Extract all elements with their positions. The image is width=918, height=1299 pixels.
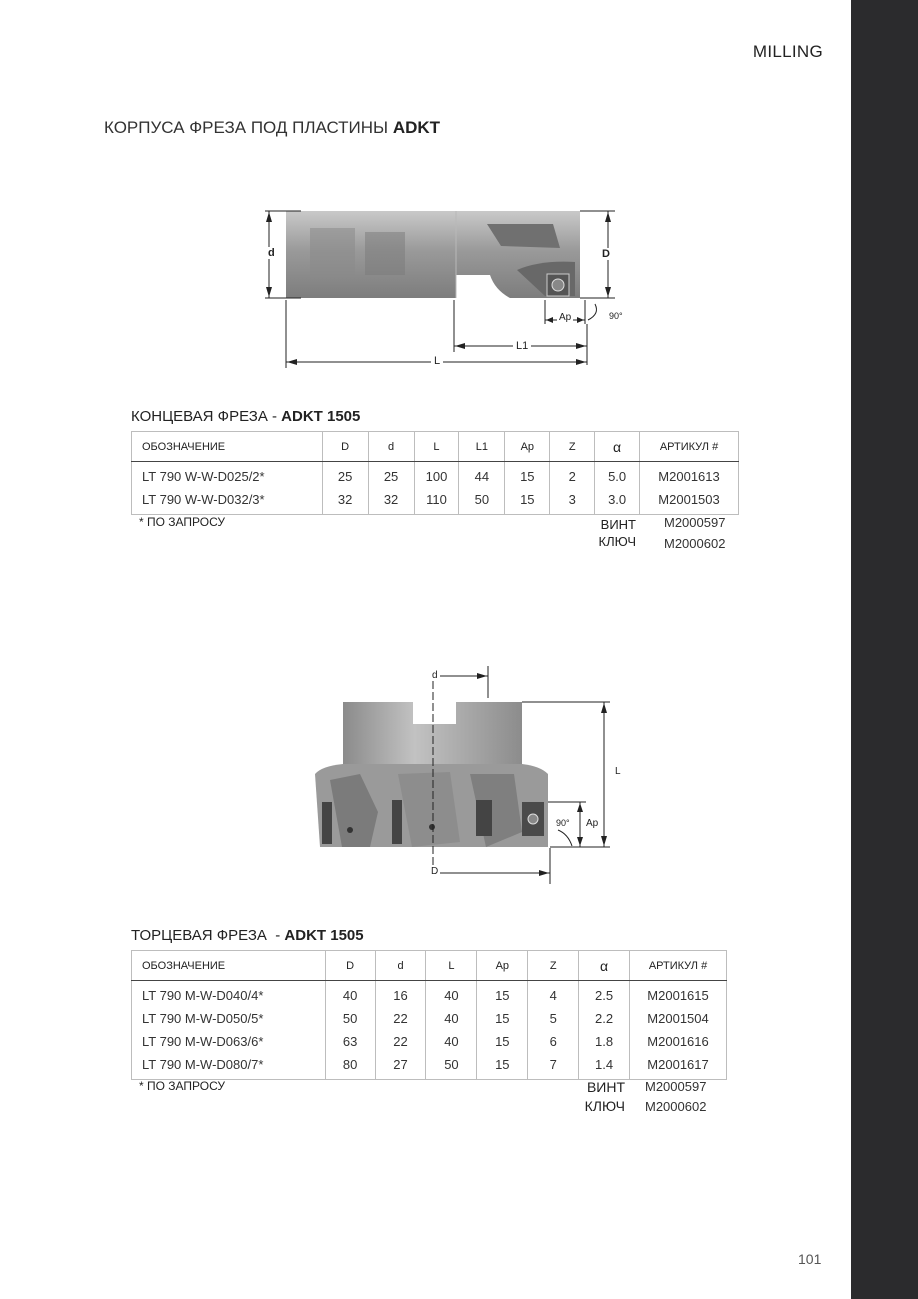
cell: LT 790 M-W-D063/6* <box>132 1030 326 1053</box>
cell: 2 <box>550 462 595 489</box>
end-mill-screw-code: M2000597 <box>664 515 726 530</box>
face-dim-angle-label: 90° <box>556 818 570 828</box>
end-mill-screw-label: ВИНТ <box>600 517 636 532</box>
cell: 25 <box>368 462 414 489</box>
face-mill-header-row <box>132 951 727 981</box>
side-band <box>851 0 918 1299</box>
end-mill-drawing <box>255 200 635 375</box>
face-mill-screw-code: M2000597 <box>645 1079 707 1094</box>
face-mill-drawing <box>300 662 630 887</box>
face-mill-col-header: L <box>426 951 477 981</box>
cell: 15 <box>505 488 550 515</box>
page-title <box>104 118 440 138</box>
cell: 44 <box>459 462 505 489</box>
end-mill-col-header: Ap <box>505 432 550 462</box>
cell: 3 <box>550 488 595 515</box>
cell: 40 <box>426 1030 477 1053</box>
face-mill-col-header: α <box>579 951 630 981</box>
cell: 16 <box>375 981 426 1008</box>
end-mill-col-header: α <box>595 432 640 462</box>
cell: LT 790 M-W-D080/7* <box>132 1053 326 1080</box>
cell: 32 <box>368 488 414 515</box>
cell: 4 <box>528 981 579 1008</box>
end-mill-note: * ПО ЗАПРОСУ <box>139 515 226 529</box>
face-mill-subtitle-prefix: ТОРЦЕВАЯ ФРЕЗА - <box>131 927 285 944</box>
cell: 40 <box>426 1007 477 1030</box>
face-mill-key-code: M2000602 <box>645 1099 707 1114</box>
cell: M2001616 <box>630 1030 727 1053</box>
face-mill-subtitle-bold: ADKT 1505 <box>284 927 364 944</box>
section-label: MILLING <box>752 42 823 61</box>
cell: 50 <box>459 488 505 515</box>
face-mill-key-label: КЛЮЧ <box>584 1098 625 1114</box>
cell: 15 <box>477 1007 528 1030</box>
dim-d-label: d <box>268 247 275 259</box>
end-mill-subtitle <box>131 408 360 425</box>
cell: 15 <box>505 462 550 489</box>
table-row <box>132 1007 727 1030</box>
end-mill-col-header: D <box>322 432 368 462</box>
cell: LT 790 M-W-D040/4* <box>132 981 326 1008</box>
cell: 22 <box>375 1030 426 1053</box>
face-dim-D-label: D <box>431 866 439 877</box>
end-mill-col-header: Z <box>550 432 595 462</box>
end-mill-col-header: L <box>414 432 459 462</box>
end-mill-col-header: L1 <box>459 432 505 462</box>
table-row <box>132 1053 727 1080</box>
face-dim-Ap-label: Ap <box>586 818 599 829</box>
face-mill-col-header: D <box>325 951 375 981</box>
cell: 1.8 <box>579 1030 630 1053</box>
cell: 7 <box>528 1053 579 1080</box>
end-mill-key-code: M2000602 <box>664 536 726 551</box>
face-mill-col-header: Ap <box>477 951 528 981</box>
end-mill-header-row <box>132 432 739 462</box>
table-row <box>132 462 739 489</box>
face-mill-note: * ПО ЗАПРОСУ <box>139 1079 226 1093</box>
cell: 2.5 <box>579 981 630 1008</box>
face-dim-L-label: L <box>615 766 621 777</box>
face-mill-table <box>131 950 727 1080</box>
cell: LT 790 W-W-D025/2* <box>132 462 323 489</box>
cell: M2001615 <box>630 981 727 1008</box>
cell: 2.2 <box>579 1007 630 1030</box>
face-dim-d-label: d <box>432 670 438 681</box>
end-mill-subtitle-prefix: КОНЦЕВАЯ ФРЕЗА - <box>131 408 282 425</box>
cell: 3.0 <box>595 488 640 515</box>
face-mill-col-header: Z <box>528 951 579 981</box>
cell: 80 <box>325 1053 375 1080</box>
face-mill-subtitle <box>131 927 364 944</box>
cell: 50 <box>426 1053 477 1080</box>
table-row <box>132 488 739 515</box>
cell: M2001617 <box>630 1053 727 1080</box>
page-number: 101 <box>798 1251 822 1267</box>
cell: 15 <box>477 1030 528 1053</box>
dim-angle-label: 90° <box>609 311 623 321</box>
dim-D-label: D <box>602 248 610 260</box>
end-mill-col-header: ОБОЗНАЧЕНИЕ <box>132 432 323 462</box>
cell: 40 <box>426 981 477 1008</box>
cell: 15 <box>477 981 528 1008</box>
cell: LT 790 W-W-D032/3* <box>132 488 323 515</box>
end-mill-col-header: d <box>368 432 414 462</box>
face-mill-col-header: d <box>375 951 426 981</box>
cell: 5 <box>528 1007 579 1030</box>
cell: LT 790 M-W-D050/5* <box>132 1007 326 1030</box>
cell: 25 <box>322 462 368 489</box>
cell: 110 <box>414 488 459 515</box>
cell: M2001504 <box>630 1007 727 1030</box>
end-mill-table <box>131 431 739 515</box>
page-title-bold: ADKT <box>392 118 441 137</box>
cell: 1.4 <box>579 1053 630 1080</box>
cell: 50 <box>325 1007 375 1030</box>
cell: M2001503 <box>640 488 739 515</box>
end-mill-col-header: АРТИКУЛ # <box>640 432 739 462</box>
end-mill-key-label: КЛЮЧ <box>598 534 636 549</box>
cell: M2001613 <box>640 462 739 489</box>
cell: 100 <box>414 462 459 489</box>
face-mill-col-header: АРТИКУЛ # <box>630 951 727 981</box>
cell: 32 <box>322 488 368 515</box>
cell: 6 <box>528 1030 579 1053</box>
dim-L1-label: L1 <box>513 340 531 352</box>
table-row <box>132 1030 727 1053</box>
cell: 27 <box>375 1053 426 1080</box>
face-mill-col-header: ОБОЗНАЧЕНИЕ <box>132 951 326 981</box>
cell: 15 <box>477 1053 528 1080</box>
face-mill-screw-label: ВИНТ <box>586 1079 625 1095</box>
dim-L-label: L <box>431 355 443 367</box>
cell: 40 <box>325 981 375 1008</box>
page-title-prefix: КОРПУСА ФРЕЗА ПОД ПЛАСТИНЫ <box>104 118 393 137</box>
cell: 22 <box>375 1007 426 1030</box>
dim-Ap-label: Ap <box>559 312 572 323</box>
end-mill-subtitle-bold: ADKT 1505 <box>281 408 361 425</box>
table-row <box>132 981 727 1008</box>
cell: 5.0 <box>595 462 640 489</box>
cell: 63 <box>325 1030 375 1053</box>
